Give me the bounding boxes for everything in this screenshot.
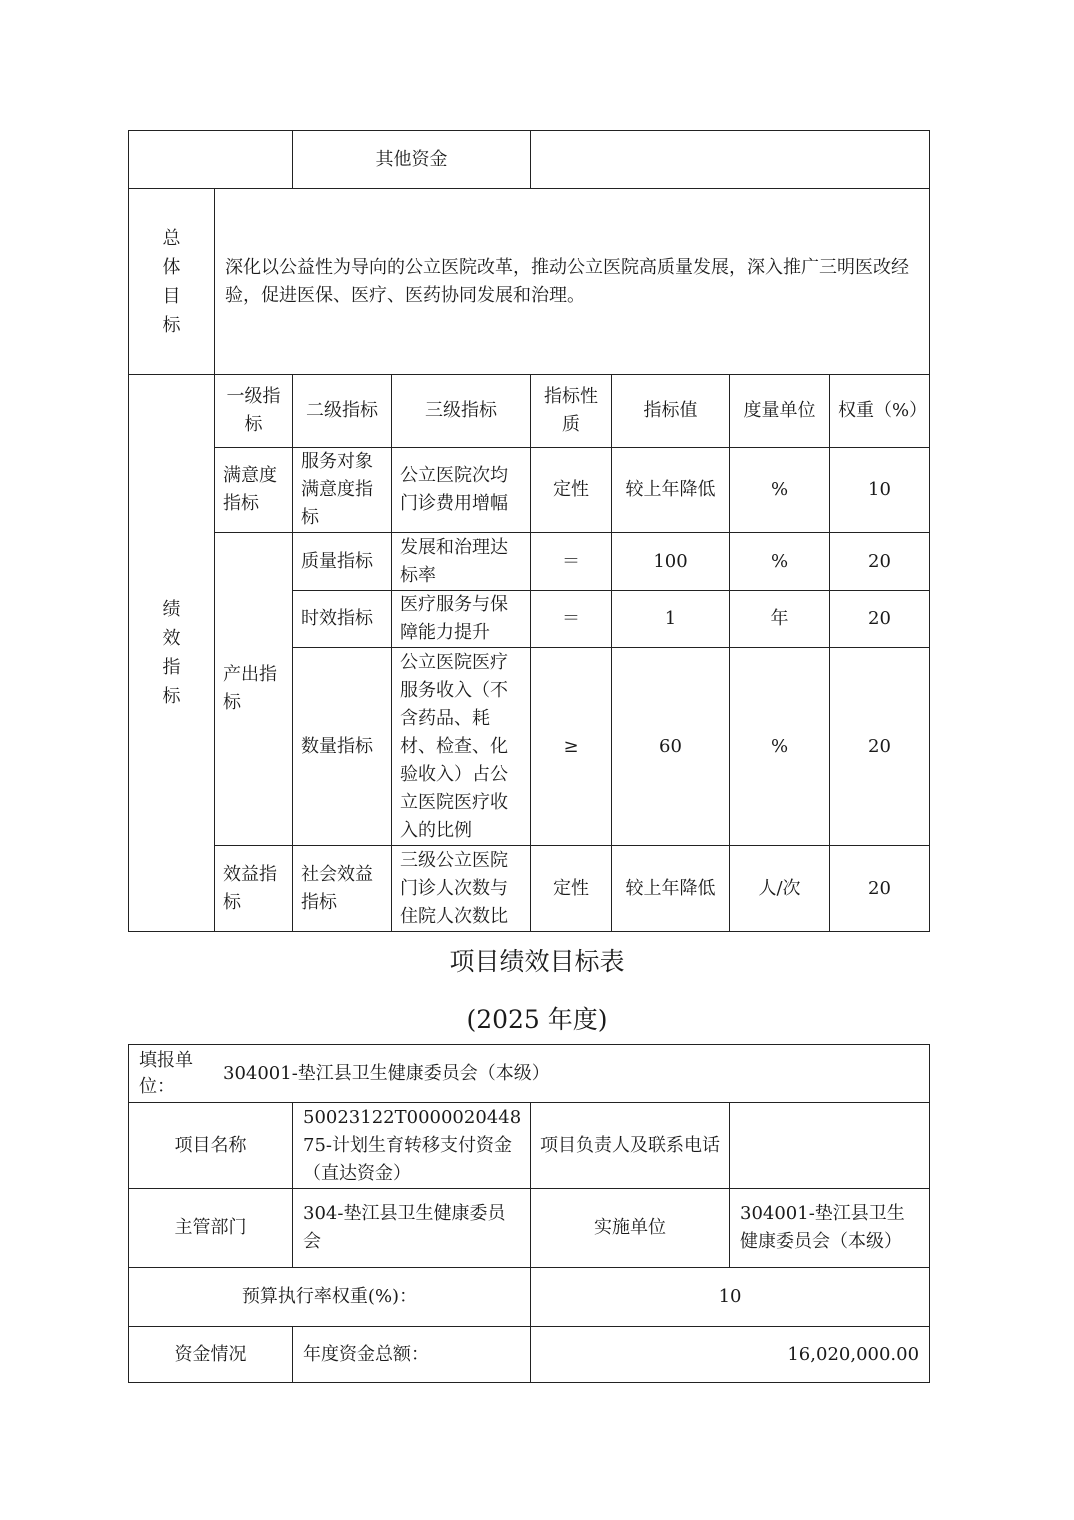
level1-cell: 产出指标 <box>215 533 293 846</box>
project-info-table <box>128 1044 930 1383</box>
level3-cell: 三级公立医院门诊人次数与住院人次数比 <box>392 846 531 932</box>
header-nature: 指标性质 <box>531 375 612 448</box>
value-cell: 60 <box>612 648 730 846</box>
reporting-unit-row <box>129 1045 930 1103</box>
annual-total-label: 年度资金总额： <box>293 1327 531 1383</box>
weight-cell: 10 <box>830 448 930 533</box>
header-weight: 权重（%） <box>830 375 930 448</box>
impl-unit-label: 实施单位 <box>531 1189 730 1268</box>
level2-cell: 数量指标 <box>293 648 392 846</box>
budget-weight-value: 10 <box>531 1268 930 1327</box>
header-value: 指标值 <box>612 375 730 448</box>
performance-indicator-table <box>128 130 930 932</box>
table-row <box>129 533 930 591</box>
other-funds-value <box>531 131 930 189</box>
table-row <box>129 846 930 932</box>
header-level2: 二级指标 <box>293 375 392 448</box>
level2-cell: 社会效益指标 <box>293 846 392 932</box>
level1-cell: 满意度指标 <box>215 448 293 533</box>
value-cell: 较上年降低 <box>612 448 730 533</box>
project-name-label: 项目名称 <box>129 1103 293 1189</box>
dept-label: 主管部门 <box>129 1189 293 1268</box>
empty-cell <box>129 131 293 189</box>
level3-cell: 公立医院次均门诊费用增幅 <box>392 448 531 533</box>
project-leader-value <box>730 1103 930 1189</box>
value-cell: 100 <box>612 533 730 591</box>
level2-cell: 质量指标 <box>293 533 392 591</box>
weight-cell: 20 <box>830 591 930 648</box>
overall-goal-label: 总 体 目 标 <box>129 189 215 375</box>
page-title: 项目绩效目标表 <box>449 947 625 976</box>
level1-cell: 效益指标 <box>215 846 293 932</box>
header-level3: 三级指标 <box>392 375 531 448</box>
level2-cell: 时效指标 <box>293 591 392 648</box>
header-unit: 度量单位 <box>730 375 830 448</box>
project-name-value: 50023122T000002044875-计划生育转移支付资金（直达资金） <box>293 1103 531 1189</box>
table-row <box>129 448 930 533</box>
unit-cell: % <box>730 533 830 591</box>
unit-cell: 人/次 <box>730 846 830 932</box>
nature-cell: ≥ <box>531 648 612 846</box>
level3-cell: 医疗服务与保障能力提升 <box>392 591 531 648</box>
performance-indicators-label: 绩 效 指 标 <box>129 375 215 932</box>
level3-cell: 发展和治理达标率 <box>392 533 531 591</box>
page-subtitle-year: (2025 年度) <box>466 1005 608 1034</box>
overall-goal-text: 深化以公益性为导向的公立医院改革，推动公立医院高质量发展，深入推广三明医改经验，促进医保、医疗、医药协同发展和治理。 <box>215 189 930 375</box>
budget-weight-label: 预算执行率权重(%)： <box>129 1268 531 1327</box>
project-leader-label: 项目负责人及联系电话 <box>531 1103 730 1189</box>
unit-cell: % <box>730 648 830 846</box>
reporting-unit-value: 304001-垫江县卫生健康委员会（本级） <box>223 1062 550 1084</box>
reporting-unit-label: 填报单位： <box>139 1049 193 1097</box>
other-funds-label: 其他资金 <box>293 131 531 189</box>
unit-cell: 年 <box>730 591 830 648</box>
level3-cell: 公立医院医疗服务收入（不含药品、耗材、检查、化验收入）占公立医院医疗收入的比例 <box>392 648 531 846</box>
weight-cell: 20 <box>830 846 930 932</box>
level2-cell: 服务对象满意度指标 <box>293 448 392 533</box>
nature-cell: ＝ <box>531 533 612 591</box>
impl-unit-value: 304001-垫江县卫生健康委员会（本级） <box>730 1189 930 1268</box>
nature-cell: 定性 <box>531 448 612 533</box>
funds-label: 资金情况 <box>129 1327 293 1383</box>
header-level1: 一级指标 <box>215 375 293 448</box>
unit-cell: % <box>730 448 830 533</box>
weight-cell: 20 <box>830 648 930 846</box>
nature-cell: 定性 <box>531 846 612 932</box>
nature-cell: ＝ <box>531 591 612 648</box>
dept-value: 304-垫江县卫生健康委员会 <box>293 1189 531 1268</box>
value-cell: 1 <box>612 591 730 648</box>
weight-cell: 20 <box>830 533 930 591</box>
value-cell: 较上年降低 <box>612 846 730 932</box>
annual-total-value: 16,020,000.00 <box>531 1327 930 1383</box>
